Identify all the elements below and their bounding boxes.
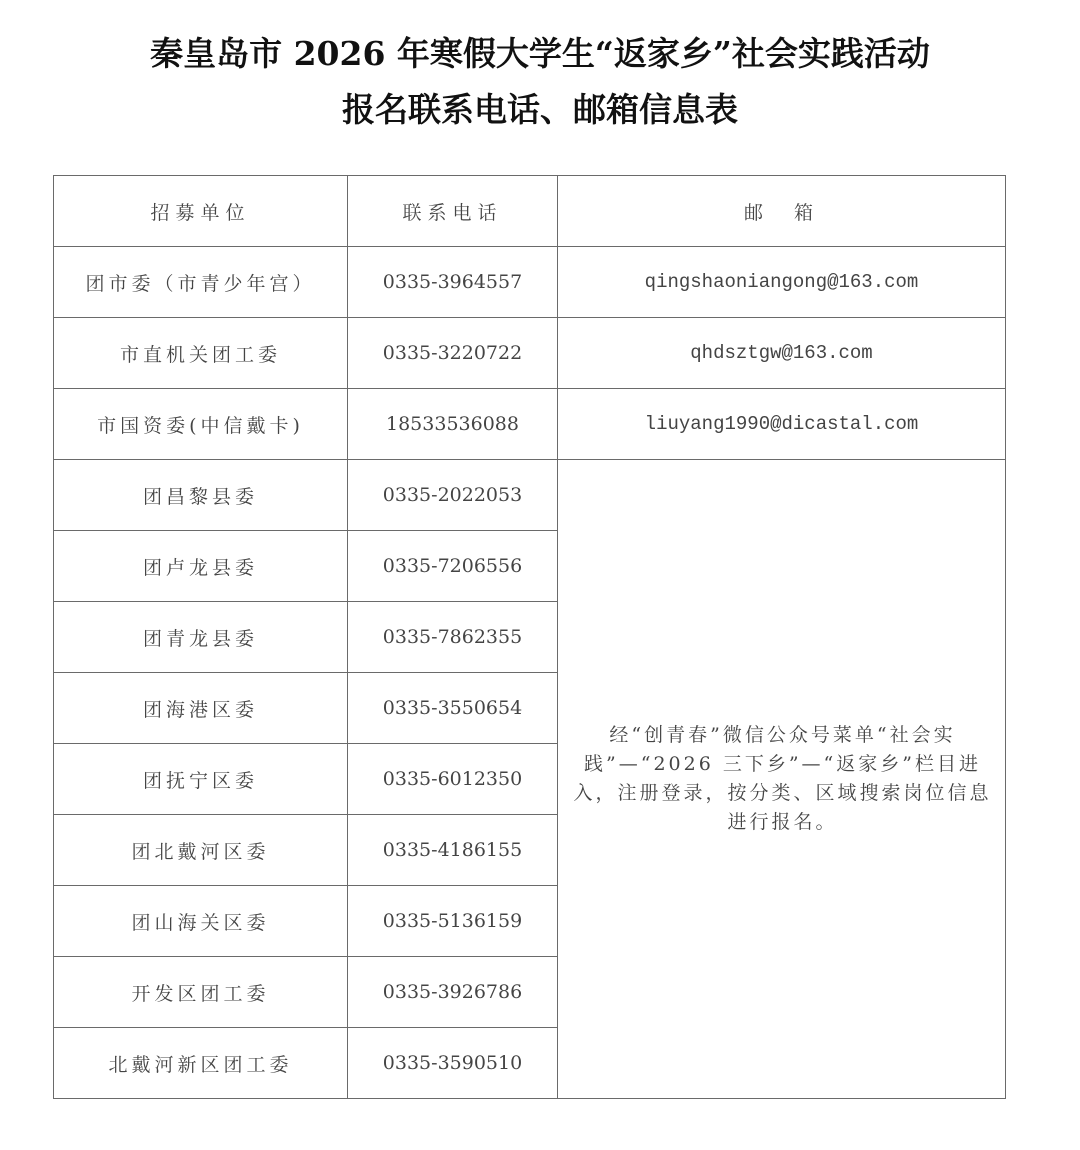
email-cell: liuyang1990@dicastal.com [558,389,1006,460]
header-unit: 招募单位 [54,176,348,247]
phone-cell: 0335-7862355 [348,602,558,673]
phone-cell: 0335-3220722 [348,318,558,389]
phone-cell: 0335-3590510 [348,1028,558,1099]
header-email: 邮 箱 [558,176,1006,247]
document-title-line-2: 报名联系电话、邮箱信息表 [342,90,738,129]
phone-cell: 0335-6012350 [348,744,558,815]
unit-cell: 团昌黎县委 [54,460,348,531]
unit-cell: 团海港区委 [54,673,348,744]
contact-info-table [53,175,1006,1099]
unit-cell: 团青龙县委 [54,602,348,673]
phone-cell: 0335-4186155 [348,815,558,886]
unit-cell: 团抚宁区委 [54,744,348,815]
email-cell: qhdsztgw@163.com [558,318,1006,389]
table-row [54,389,1006,460]
unit-cell: 市直机关团工委 [54,318,348,389]
table-row [54,460,1006,531]
phone-cell: 0335-7206556 [348,531,558,602]
email-cell: qingshaoniangong@163.com [558,247,1006,318]
registration-instructions-cell: 经“创青春”微信公众号菜单“社会实践”—“2026 三下乡”—“返家乡”栏目进入，注册登录，按分类、区域搜索岗位信息进行报名。 [558,460,1006,1099]
document-title-line-1: 秦皇岛市 2026 年寒假大学生“返家乡”社会实践活动 [150,34,930,73]
unit-cell: 团市委（市青少年宫） [54,247,348,318]
phone-cell: 18533536088 [348,389,558,460]
phone-cell: 0335-3550654 [348,673,558,744]
unit-cell: 北戴河新区团工委 [54,1028,348,1099]
unit-cell: 市国资委(中信戴卡) [54,389,348,460]
unit-cell: 开发区团工委 [54,957,348,1028]
phone-cell: 0335-2022053 [348,460,558,531]
table-row [54,247,1006,318]
phone-cell: 0335-3964557 [348,247,558,318]
table-header-row [54,176,1006,247]
unit-cell: 团山海关区委 [54,886,348,957]
table-row [54,318,1006,389]
phone-cell: 0335-5136159 [348,886,558,957]
unit-cell: 团卢龙县委 [54,531,348,602]
header-phone: 联系电话 [348,176,558,247]
unit-cell: 团北戴河区委 [54,815,348,886]
phone-cell: 0335-3926786 [348,957,558,1028]
